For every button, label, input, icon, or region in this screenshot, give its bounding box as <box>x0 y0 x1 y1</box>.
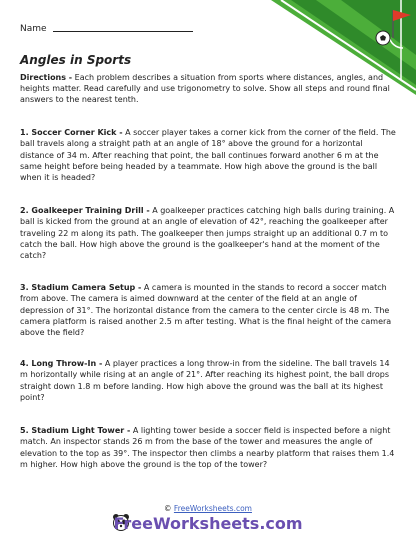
problem-text: A camera is mounted in the stands to record a soccer match from above. The camera is aimed downward at the center of the field at an angle of depression of 31°. The horizontal distance from the camera to the center circle is 48 m. The camera platform is raised another 2.5 m after testing. What is the final height of the camera above the field? <box>20 283 392 338</box>
problem-title: 2. Goalkeeper Training Drill - <box>20 206 150 215</box>
problem-title: 4. Long Throw-In - <box>20 359 103 368</box>
problem-title: 5. Stadium Light Tower - <box>20 426 131 435</box>
problem-2 <box>20 205 398 261</box>
footer-link[interactable]: FreeWorksheets.com <box>173 504 252 513</box>
problem-1 <box>20 127 398 183</box>
worksheet-title: Angles in Sports <box>20 53 132 67</box>
problem-title: 1. Soccer Corner Kick - <box>20 128 123 137</box>
problem-3 <box>20 282 398 338</box>
problem-title: 3. Stadium Camera Setup - <box>20 283 142 292</box>
name-field <box>20 24 193 34</box>
soccer-ball-icon <box>376 31 390 45</box>
footer-copyright <box>0 504 416 513</box>
problem-5 <box>20 425 398 470</box>
problem-text: A player practices a long throw-in from the sideline. The ball travels 14 m horizontally while rising at an angle of 21°. After reaching its highest point, the ball drops straight down 1.8 m before landing. How high above the ground was the ball at its highest point? <box>20 359 390 402</box>
name-blank-line[interactable] <box>53 31 193 32</box>
problem-text: A soccer player takes a corner kick from the corner of the field. The ball travels along a straight path at an angle of 18° above the ground for a horizontal distance of 34 m. After reaching that point, the ball continues forward another 6 m at the same height before being headed by a teammate. How high above the ground is the ball when it is headed? <box>20 128 396 183</box>
directions-label: Directions - <box>20 73 73 82</box>
copyright-symbol: © <box>164 504 174 513</box>
problem-text: A lighting tower beside a soccer field is inspected before a night match. An inspector stands 26 m from the base of the tower and measures the angle of elevation to the top as 39°. The inspector then climbs a nearby platform that raises them 1.4 m higher. How high above the ground is the top of the tower? <box>20 426 395 469</box>
footer-brand[interactable]: FreeWorksheets.com <box>113 514 303 533</box>
problem-4 <box>20 358 398 403</box>
name-label: Name <box>20 24 47 34</box>
directions-text: Each problem describes a situation from sports where distances, angles, and heights matter. Read carefully and use trigonometry to solve. Show all steps and round final answers to the nearest tenth. <box>20 73 390 104</box>
directions-paragraph <box>20 72 398 105</box>
problem-text: A goalkeeper practices catching high balls during training. A ball is kicked from the ground at an angle of elevation of 42°, reaching the goalkeeper after traveling 22 m along its path. The goalkeeper then jumps straight up an additional 0.7 m to catch the ball. How high above the ground is the goalkeeper's hand at the moment of the catch? <box>20 206 395 261</box>
